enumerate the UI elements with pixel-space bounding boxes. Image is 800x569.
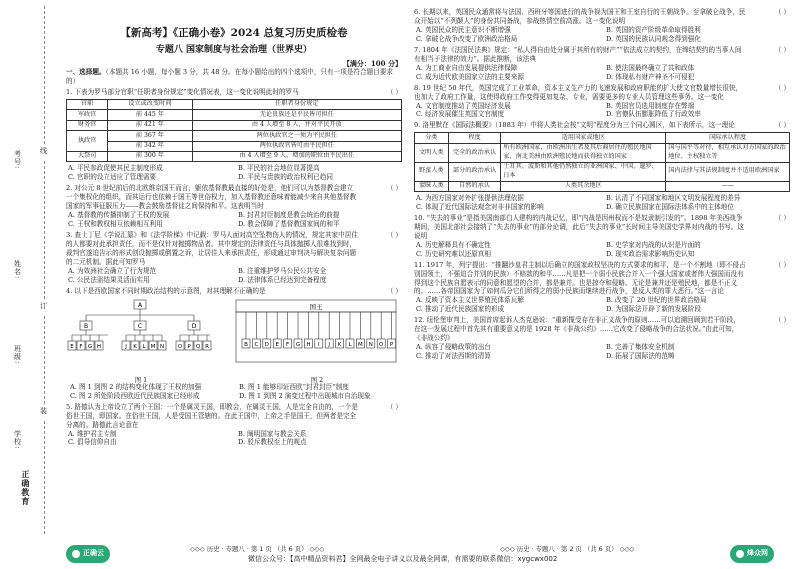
option-a[interactable]: A. 为效洲社会确立了行为规范 xyxy=(68,266,157,275)
option-a[interactable]: A. 为工商业自由发展提供法律保障 xyxy=(416,63,518,72)
fig1-node: C xyxy=(137,322,143,330)
q10-options xyxy=(414,241,790,259)
option-d[interactable]: D. 教会保障了基督教国家间的和平 xyxy=(238,220,340,229)
fig2-leaf-label: F xyxy=(286,341,290,348)
option-b[interactable]: B. 阐明国家与教会关系 xyxy=(238,429,307,438)
fig1-node: A xyxy=(137,301,143,309)
fig2-leaf-label: G xyxy=(295,341,301,348)
option-b[interactable]: B. 英国的资产阶级革命取得胜利 xyxy=(606,25,701,34)
question-7-stem: 7. 1804 年《法国民法典》规定：“私人得自由处分属于其所有的财产”“依法成立的契约，在缔结契约的当事人间有相当于法律的效力”。据此推断，该法典 xyxy=(414,45,742,63)
table-cell: 财务官 xyxy=(67,120,108,130)
cut-mark-line: 线 xyxy=(40,145,47,159)
option-b[interactable]: B. 史学家对内战的认识是片面的 xyxy=(606,240,701,249)
page-subtitle: 专题八 国家制度与社会治理（世界史） xyxy=(155,45,313,56)
option-c[interactable]: C. 公民法需结果灵活而实用 xyxy=(68,275,150,284)
q6-options xyxy=(414,26,790,44)
table-row xyxy=(67,110,402,120)
option-c[interactable]: C. 经济发展催生英国文官制度 xyxy=(416,110,505,119)
page-title: 【新高考】《正确小卷》2024 总复习历史质检卷 xyxy=(120,27,348,39)
table-cell: 由 4 人增至 8 人，并对平民开放 xyxy=(192,120,401,130)
table-row xyxy=(67,151,402,161)
fig2-leaf-label: I xyxy=(317,341,320,348)
fig2-leaf-label: E xyxy=(275,341,279,348)
option-c[interactable]: C. 推动了对法西斯的清算 xyxy=(416,352,491,361)
option-a[interactable]: A. 为西方国家对外扩张提供法理依据 xyxy=(416,193,524,202)
figure-2-diagram xyxy=(232,299,402,371)
table-cell: 前 445 年 xyxy=(108,110,192,120)
question-12-stem: 12. 纽伦堡审判上，美国首席起诉人杰克逊说：“重新揽受存在非正义战争的原则……可以追溯回顾到若干阶段，在这一发展过程中首先其有重要意义的是 1928 年《非战公约》……它改变了侵略战争的合法状况。”由此可知，《非战公约》 xyxy=(414,316,740,343)
answer-paren[interactable]: （ ） xyxy=(774,83,790,92)
option-d[interactable]: D. 法律体系已经达到完备程度 xyxy=(238,275,327,284)
binding-brand: 正确教育 xyxy=(20,470,31,506)
footer-watermark: 微信公众号：【高中精品资料君】全网最全电子讲义以及最全网课，有需要的联系微信：xygcwx002 xyxy=(248,555,558,563)
fig2-leaf-label: B xyxy=(244,341,248,348)
table-cell: 土耳其、波斯和其他仍然独立的亚洲国家、中国、暹罗、日本 xyxy=(501,162,666,181)
option-c[interactable]: C. 官职的设立适应了管理需要 xyxy=(68,173,157,182)
q3-options xyxy=(66,267,402,285)
logo-right-text: 烽众网 xyxy=(747,549,768,558)
cut-mark-ding: 订 xyxy=(40,300,47,314)
table-cell: 由 4 人增至 9 人，增加的职位由平民出任 xyxy=(192,151,401,161)
option-b[interactable]: B. 注重维护罗马公民公共安全 xyxy=(238,266,327,275)
table-header: 适用国家或地区 xyxy=(501,133,666,143)
table-cell: 野蛮人类 xyxy=(415,162,449,181)
option-d[interactable]: D. 官僚队伍膨胀降低了行政效率 xyxy=(606,110,701,119)
q4-figures xyxy=(66,299,402,383)
option-d[interactable]: D. 英国的民族认同观念得到强化 xyxy=(606,34,701,43)
question-11 xyxy=(414,261,790,315)
table-row xyxy=(415,181,790,191)
section-instruction-text: （本题共 16 小题，每小题 3 分，共 48 分。在每小题给出的四个选项中，只有一项是符合题目要求的） xyxy=(66,68,393,85)
figure-1-caption: 图 1 xyxy=(134,375,148,384)
fig1-leaf-label: E xyxy=(70,343,74,350)
table-cell: 无论贵族还是平民皆可担任 xyxy=(192,110,401,120)
option-c[interactable]: C. 倡导信仰自由 xyxy=(68,438,117,447)
question-6-stem: 6. 长期以来，英国民众通常将与法国、西班牙等国进行的战争视为国王和王室自行的王朝战争。至拿破仑战争，民众开始以“不列颠人”的身份共同备战，参战热情空前高涨。这一变化说明 xyxy=(414,8,746,25)
fig1-leaf-label: Q xyxy=(195,343,201,350)
answer-paren[interactable]: （ ） xyxy=(774,316,790,325)
table-cell: 所有欧洲国家，由欧洲出生者及其后裔居住的殖民地国家、南北美洲由欧洲殖民地而获得独立的国家 xyxy=(501,143,666,162)
question-3 xyxy=(66,231,402,285)
option-b[interactable]: B. 认清了不同国家和地区文明发展程度的差异 xyxy=(606,193,741,202)
fig2-leaf-label: C xyxy=(254,341,259,348)
question-6 xyxy=(414,8,790,44)
logo-left xyxy=(66,545,110,563)
score-label: 【满分：100 分】 xyxy=(342,58,402,68)
figure-1 xyxy=(66,299,216,383)
fig2-leaf-label: M xyxy=(358,341,363,348)
logo-left-text: 正确云 xyxy=(83,549,104,558)
question-11-stem: 11. 1917 年，列宁提出：“推翻沙皇君主制以后确立的国家政权坚决的方式要求的和平，是一个不割地（即不侵占别国领土，不强迫合并别的民族）不赔款的和平……凡是把一个弱小民族合并入一个强大国家或者伟大强国而没有得到这个民族自愿表示的同意和愿望的合并，都是兼并。也是掠夺和侵略。无论是兼并还是殖民地，都是不正义的。……各帝国国家为了如何瓜分它们所得之的弱小民族而继续进行战争，是反人类的罪大恶行。”这一言论 xyxy=(414,260,746,296)
question-5-stem: 5. 路德认为上帝设立了两个王国：一个是属灵王国，即教会，在属灵王国，人是完全自由的，一个是俗世王国，即国家。在俗世王国，人是受国王管辖的。在此王国中，上帝之手是国王，但两者是完全分离的。路德此言论意在 xyxy=(66,402,358,429)
fig2-top-label: 国王 xyxy=(309,302,323,311)
answer-paren[interactable]: （ ） xyxy=(386,402,402,411)
option-b[interactable]: B. 使法国最终确立了共和政体 xyxy=(606,63,695,72)
option-b[interactable]: B. 英国官员选用制度存在弊端 xyxy=(606,101,695,110)
option-c[interactable]: C. 历史研究难以还原真相 xyxy=(416,249,491,258)
exam-no-field[interactable]: 考号: xyxy=(13,150,22,170)
fig1-leaf-label: H xyxy=(96,343,102,350)
option-a[interactable]: A. 图 1 到图 2 的结构变化体现了王权的加强 xyxy=(70,382,202,391)
fig2-leaf-label: L xyxy=(348,341,352,348)
question-4-stem: 4. 以下是西欧国家不同时期政治结构的示意图，对其理解不正确的是 xyxy=(66,286,266,295)
q11-options xyxy=(414,296,790,314)
option-b[interactable]: B. 封君封臣制度是教会统治的前提 xyxy=(238,211,340,220)
question-8 xyxy=(414,84,790,120)
option-b[interactable]: B. 改变了 20 世纪的世界政治格局 xyxy=(606,296,707,305)
option-d[interactable]: D. 拓展了国际法的范畴 xyxy=(606,352,675,361)
question-9 xyxy=(414,121,790,211)
q2-options xyxy=(66,211,402,229)
class-field[interactable]: 班级: xyxy=(13,345,22,365)
table-header: 国际承认程度 xyxy=(666,133,790,143)
option-c[interactable]: C. 推动了近代民族国家的形成 xyxy=(416,305,505,314)
answer-paren[interactable]: （ ） xyxy=(386,87,402,96)
fig1-leaf-label: P xyxy=(187,343,191,350)
fig1-leaf-label: G xyxy=(87,343,93,350)
table-cell: 国与国平等对待，相互承认对方国家的政治地位、主权独立等 xyxy=(666,143,790,162)
question-3-stem: 3. 查士丁尼《学说汇纂》和《法学阶梯》中记载：罗马人面对高空坠物伤人的情况，规定其家中居住的人都要对此承担责任，而不是仅针对抛掷物品者。其中规定的法律责任与具体抛掷人很难找到时，裁判官遂迫告示的形式创设抛掷或倒置之诉，让居住人来承担责任，形成通过审判决与解决复杂问题的二元机制。据此可知罗马 xyxy=(66,231,358,266)
q1-table xyxy=(66,99,402,163)
section-heading: 一、选择题。 xyxy=(66,68,106,77)
fig2-leaf-label: H xyxy=(306,341,311,348)
table-header: 程度 xyxy=(448,133,501,143)
option-d[interactable]: D. 图 1 到图 2 演变过程中出现城市自治现象 xyxy=(239,391,371,400)
table-cell: 两位执政官皆可由平民担任 xyxy=(192,141,401,151)
table-cell: —— xyxy=(666,181,790,191)
figure-2-caption: 图 2 xyxy=(310,375,324,384)
fig2-leaf-label: O xyxy=(379,341,384,348)
table-cell: 蒙昧人类 xyxy=(415,181,449,191)
fig2-leaf-label: D xyxy=(264,341,269,348)
left-column xyxy=(66,26,402,447)
option-a[interactable]: A. 文官制度推动了英国经济发展 xyxy=(416,101,511,110)
footer-page-2: ◇◇◇ 历史 · 专题八 · 第 2 页 （共 6 页） ◇◇◇ xyxy=(500,545,635,553)
q9-options xyxy=(414,194,790,212)
q1-options xyxy=(66,164,402,182)
school-field[interactable]: 学校: xyxy=(13,430,22,450)
fig1-leaf-label: K xyxy=(133,343,137,350)
question-5 xyxy=(66,403,402,448)
table-cell: 国内法律与其法规制度并不适用欧洲国家 xyxy=(666,162,790,181)
table-row xyxy=(415,162,790,181)
question-10 xyxy=(414,214,790,259)
table-row xyxy=(67,131,402,141)
table-cell: 执政官 xyxy=(67,131,108,152)
table-cell: 人类其余地区 xyxy=(501,181,666,191)
table-header: 任职者身份规定 xyxy=(192,99,401,109)
option-d[interactable]: D. 为国际法开辟了新的发展阶段 xyxy=(606,305,701,314)
answer-paren[interactable]: （ ） xyxy=(774,121,790,130)
table-cell: 自然的承认 xyxy=(448,181,501,191)
option-c[interactable]: C. 体现了近代国际法观念对非非国家的影响 xyxy=(416,202,544,211)
question-4 xyxy=(66,287,402,401)
answer-paren[interactable]: （ ） xyxy=(774,45,790,54)
figure-2 xyxy=(232,299,402,383)
option-d[interactable]: D. 现实政治需求影响历史认知 xyxy=(606,249,695,258)
table-cell: 前 421 年 xyxy=(108,120,192,130)
answer-paren[interactable]: （ ） xyxy=(774,260,790,269)
fig1-leaf-label: L xyxy=(142,343,146,350)
q7-options xyxy=(414,64,790,82)
q9-table xyxy=(414,132,790,192)
option-a[interactable]: A. 英国民众的民主意识不断增强 xyxy=(416,25,511,34)
fig2-leaf-label: N xyxy=(368,341,373,348)
answer-paren[interactable]: （ ） xyxy=(386,286,402,295)
option-b[interactable]: B. 完善了集体安全机制 xyxy=(606,343,675,352)
fig2-leaf-label: J xyxy=(328,341,331,348)
table-cell: 军政官 xyxy=(67,110,108,120)
fig1-leaf-label: F xyxy=(79,343,83,350)
table-cell: 前 300 年 xyxy=(108,151,192,161)
question-9-stem: 9. 洛里默在《国际法概要》（1883 年）中将人类社会按“文明”程度分为三个同心圆区，如下表所示，这一理论 xyxy=(414,121,735,130)
binding-margin xyxy=(0,0,62,540)
q4-options xyxy=(66,383,402,401)
question-1 xyxy=(66,88,402,182)
option-d[interactable]: D. 驳斥教权至上的观点 xyxy=(238,438,307,447)
logo-left-icon xyxy=(72,550,80,558)
option-a[interactable]: A. 平民参政促使其民主制度形成 xyxy=(68,164,163,173)
logo-right-icon xyxy=(736,550,744,558)
option-c[interactable]: C. 王权和教权相互依赖相互利用 xyxy=(68,220,163,229)
option-a[interactable]: A. 基督教的传播抑制了王权的发展 xyxy=(68,211,170,220)
fig1-leaf-label: M xyxy=(150,343,156,350)
fig1-node: D xyxy=(191,322,197,330)
table-cell: 文明人类 xyxy=(415,143,449,162)
question-10-stem: 10. “失去的事业”是指美国南部白人建构的内战记忆，即“内战是因州权而不是奴隶制引发的”。1898 年美西战争期间，美国北部社会接纳了“失去的事业”的部分论调，此后“失去的事业”长时间主导美国史学界对内战的书写。这说明 xyxy=(414,213,744,240)
option-d[interactable]: D. 体现私有财产神圣不可侵犯 xyxy=(606,72,695,81)
table-row xyxy=(415,143,790,162)
fig1-leaf-label: O xyxy=(177,343,183,350)
table-header: 官职 xyxy=(67,99,108,109)
option-b[interactable]: B. 图 1 能够印证西欧“封君封臣”制度 xyxy=(239,382,349,391)
table-row xyxy=(67,120,402,130)
question-1-stem: 1. 下表为罗马部分官职“任职者身份规定”变化情况表，这一变化说明此时的罗马 xyxy=(66,87,299,96)
section-instruction xyxy=(66,68,402,86)
table-row xyxy=(67,141,402,151)
option-a[interactable]: A. 反映了资本主义世界殖民体系瓦解 xyxy=(416,296,524,305)
option-c[interactable]: C. 成为近代欧美国家立法的主要来源 xyxy=(416,72,524,81)
name-field[interactable]: 姓名: xyxy=(13,260,22,280)
table-cell: 前 342 年 xyxy=(108,141,192,151)
fig2-leaf-label: K xyxy=(337,341,342,348)
answer-paren[interactable]: （ ） xyxy=(774,213,790,222)
cut-mark-zhuang: 装 xyxy=(40,405,47,419)
fig2-leaf-label: P xyxy=(389,341,394,348)
answer-paren[interactable]: （ ） xyxy=(386,184,402,193)
table-cell: 前 367 年 xyxy=(108,131,192,141)
option-c[interactable]: C. 图 2 所处阶段西欧近代民族国家已经形成 xyxy=(70,391,200,400)
figure-1-diagram xyxy=(66,299,216,371)
question-12 xyxy=(414,316,790,361)
option-a[interactable]: A. 维护君主专制 xyxy=(68,429,117,438)
option-a[interactable]: A. 纵容了侵略政策的出台 xyxy=(416,343,491,352)
fig1-leaf-label: R xyxy=(205,343,209,350)
question-2 xyxy=(66,184,402,229)
q8-options xyxy=(414,102,790,120)
cut-line xyxy=(44,6,45,534)
answer-paren[interactable]: （ ） xyxy=(386,231,402,240)
table-cell: 完全的政治承认 xyxy=(448,143,501,162)
table-cell: 两位执政官之一须为平民担任 xyxy=(192,131,401,141)
logo-right xyxy=(730,545,774,563)
option-b[interactable]: B. 平民的社会地位显著提高 xyxy=(238,164,320,173)
option-c[interactable]: C. 拿破仑战争改变了欧洲政治格局 xyxy=(416,34,518,43)
question-8-stem: 8. 19 世纪 50 年代，英国完成了工业革命，资本主义生产力的飞速发展和政府职能的扩大使文官数量增长很快，也加大了政府工作量，这使得政府工作变得更加复杂、专业，需要更多的专业人员管理这些事务。这一变化 xyxy=(414,83,743,101)
table-header: 分类 xyxy=(415,133,449,143)
right-column xyxy=(414,6,790,361)
answer-paren[interactable]: （ ） xyxy=(774,8,790,16)
fig1-leaf-label: N xyxy=(159,343,165,350)
fig1-node: B xyxy=(83,322,89,330)
option-d[interactable]: D. 确立民族国家在国际法体系中的主体地位 xyxy=(606,202,734,211)
question-2-stem: 2. 对公元 8 世纪前后的北欧维京国王而言，躯依基督教最直接的好处是，他们可以为基督教会建立一个集权化的组织，而其运行也依赖于国王等世俗权力，加入基督教还意味着能减少来自其他基督教国家的军事征服压力——教会鼓励基督徒之间保持和平。这表明当时 xyxy=(66,184,357,211)
table-cell: 大祭司 xyxy=(67,151,108,161)
table-cell: 部分的政治承认 xyxy=(448,162,501,181)
option-a[interactable]: A. 历史解释具有不确定性 xyxy=(416,240,491,249)
option-d[interactable]: D. 平民与贵族的政治权利已趋同 xyxy=(238,173,333,182)
fig1-leaf-label: J xyxy=(125,343,127,350)
table-header: 设立或改变时间 xyxy=(108,99,192,109)
q5-options xyxy=(66,430,402,448)
footer-page-1: ◇◇◇ 历史 · 专题八 · 第 1 页 （共 6 页） ◇◇◇ xyxy=(190,545,325,553)
question-7 xyxy=(414,46,790,82)
q12-options xyxy=(414,343,790,361)
